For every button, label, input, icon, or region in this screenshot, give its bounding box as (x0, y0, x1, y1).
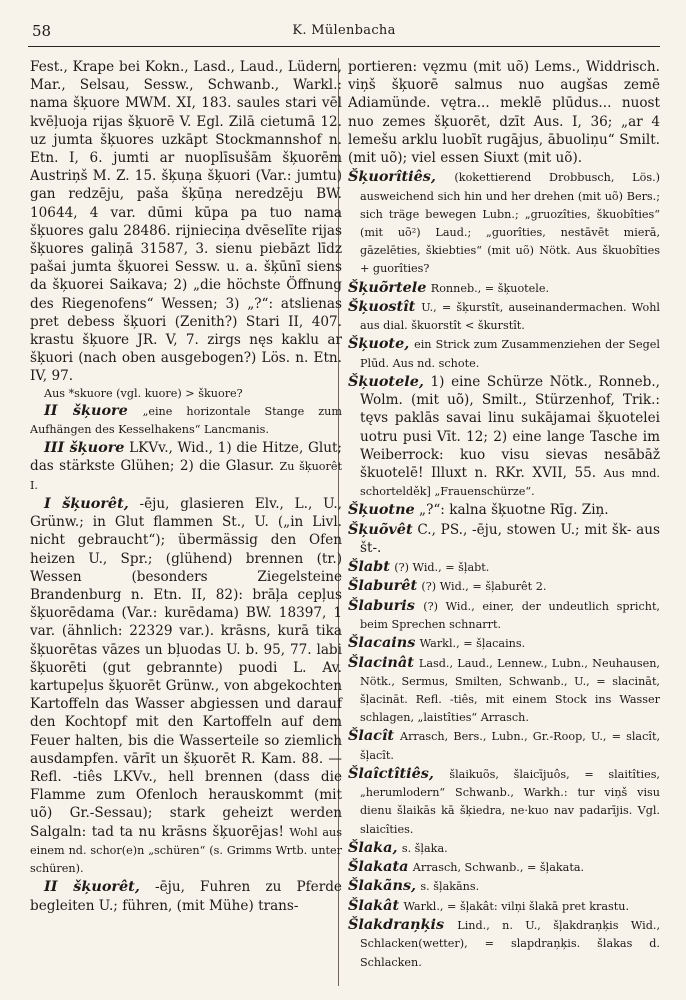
headword: Šķuõvêt (348, 520, 413, 538)
definition: s. šļaka. (401, 841, 448, 855)
running-head: K. Mülenbacha (292, 23, 396, 38)
dictionary-entry (348, 857, 660, 876)
headword: I šķuorêt, (44, 494, 129, 512)
headword: II šķuore (44, 401, 128, 419)
headword: Šlaburis (348, 596, 415, 614)
headword: Šķuotele, (348, 372, 424, 390)
headword: Šlaburêt (348, 577, 418, 595)
headword: Šlaka, (348, 838, 398, 856)
definition: (?) Wid., einer, der undeutlich spricht, beim Sprechen schnarrt. (360, 599, 660, 632)
dictionary-entry (348, 764, 660, 838)
headword: Šķuote, (348, 335, 410, 353)
definition: ein Strick zum Zusammenziehen der Segel Plūd. Aus nd. schote. (360, 338, 660, 370)
definition: C., PS., -ēju, stowen U.; mit šk- aus št-. (360, 521, 660, 556)
definition: LKVv., Wid., 1) die Hitze, Glut; das stärkste Glühen; 2) die Glasur. (30, 440, 343, 475)
headword: Šķuostît (348, 297, 416, 315)
etymology-note: Aus *skuore (vgl. kuore) > škuore? (44, 386, 243, 400)
dictionary-entry (348, 520, 660, 558)
headword: Šlaîctîtiês, (348, 764, 434, 782)
etymology-note: Zu šķuorêt I. (30, 460, 342, 492)
dictionary-entry (348, 167, 660, 277)
headword: Šlabt (348, 558, 390, 576)
headword: III šķuore (44, 439, 125, 457)
definition: „?“: kalna šķuotne Rīg. Ziņ. (419, 502, 609, 519)
definition: s. šļakāns. (420, 880, 480, 894)
definition: Lasd., Laud., Lennew., Lubn., Neuhausen, Nötk., Sermus, Smilten, Schwanb., U., = slacināt, šļacināt. Refl. -tiês, mit einem Stock ins Wasser schlagen, „laistîties“ Arrasch. (360, 656, 660, 725)
definition: Arrasch, Schwanb., = šļakata. (412, 861, 585, 875)
dictionary-entry (30, 494, 342, 877)
headword: Šķuotne (348, 501, 415, 519)
dictionary-entry (348, 915, 660, 971)
dictionary-entry (348, 372, 660, 501)
definition: (kokettierend Drobbusch, Lös.) ausweichend sich hin und her drehen (mit uõ) Bers.; sich träge bewegen Lubn.; „gruozîties, škuobîties“ (mit uõ²) Laud.; „guorîties, nestāvēt mierā, gāzelēties, škiebties“ (mit uõ) Nötk. Aus škuobîties + guorîties? (360, 171, 660, 276)
page-header (28, 18, 660, 47)
headword: Šlacinât (348, 653, 414, 671)
headword: Šlakdraņķis (348, 916, 445, 934)
dictionary-entry (30, 877, 342, 915)
dictionary-entry (348, 500, 660, 519)
dictionary-entry (348, 576, 660, 595)
definition: Ronneb., = šķuotele. (430, 281, 550, 295)
dictionary-entry (348, 278, 660, 297)
dictionary-entry (348, 596, 660, 634)
headword: Šķuorîtiês, (348, 168, 436, 186)
etymology-note: Wohl aus einem nd. schor(e)n „schüren“ (s. Grimms Wrtb. unter schüren). (30, 825, 342, 876)
definition: Warkl., = šļakât: vilņi šlakā pret krastu. (403, 899, 630, 913)
definition: 1) eine Schürze Nötk., Ronneb., Wolm. (mit uõ), Smilt., Stürzenhof, Trik.: tęvs paklās savai linu sukājamai šķuotelei uotru pusi Vīt. 12; 2) eine lange Tasche im Weiberrock: kuo visu sievas nesābāž škuotelē! Illuxt n. RKr. XVII, 55. (360, 373, 660, 481)
headword: Šlacît (348, 727, 395, 745)
definition: „eine horizontale Stange zum Aufhängen des Kesselhakens“ Lancmanis. (30, 404, 342, 436)
dictionary-entry (348, 297, 660, 335)
headword: Šķuõrtele (348, 278, 427, 296)
headword: Šlacains (348, 634, 416, 652)
dictionary-entry (348, 633, 660, 652)
dictionary-entry (348, 726, 660, 764)
dictionary-entry (30, 401, 342, 439)
definition: Warkl., = šļacains. (419, 637, 526, 651)
dictionary-entry (348, 876, 660, 895)
etymology-note: Aus mnd. schortelděk] „Frauenschürze“. (360, 466, 660, 499)
dictionary-entry (30, 438, 342, 494)
headword: II šķuorêt, (44, 878, 140, 896)
entry-text: Fest., Krape bei Kokn., Lasd., Laud., Lüdern, Mar., Selsau, Sessw., Schwanb., Warkl.: nama šķuore MWM. XI, 183. saules stari vēl kvēļuoja rijas šķuorē V. Egl. Zilā cietumā 12. uz jumta šķuores uzkāpt Stockmannshof n. Etn. I, 6. jumti ar nuoplīsušām šķuorēm Austriņš M. Z. 15. šķuņa šķuori (Var.: jumtu) gan redzēju, paša šķūņa neredzēju BW. 10644, 4 var. dūmi kūpa pa tuo nama šķuores galu 28486. rijnieciņa dvēselīte rijas šķuores galiņā 31587, 3. sienu piebāzt līdz pašai jumta šķuorei Sessw. u. a. šķūnī siens da šķuorei Saikava; 2) „die höchste Öffnung des Riegenofens“ Wessen; 3) „?“: atslienas pret debess šķuori (Zenith?) Stari II, 407. krastu šķuore JR. V, 7. zirgs nęs kaklu ar šķuori (nach oben ausgebogen?) Lös. n. Etn. IV, 97. (30, 59, 342, 385)
headword: Šlakât (348, 896, 400, 914)
dictionary-entry (348, 653, 660, 727)
definition: Lind., n. U., šļakdraņķis Wid., Schlacken(wetter), = slapdraņķis. šlakas d. Schlacken. (360, 919, 660, 969)
entry-text: portieren: vęzmu (mit uõ) Lems., Widdrisch. viņš šķuorē salmus nuo augšas zemē Adiamünde. vętra... meklē plūdus... nuost nuo zemes šķuorēt, dzīt Aus. I, 36; „ar 4 lemešu arklu luobīt rugājus, ābuoliņu“ Smilt. (mit uõ); viel essen Siuxt (mit uõ). (348, 59, 660, 167)
dictionary-entry (348, 896, 660, 915)
left-column (30, 58, 346, 986)
headword: Šlakãns, (348, 877, 417, 895)
definition: šlaikuõs, šlaicījuôs, = slaitîties, „herumlodern“ Schwanb., Warkh.: tur viņš visu dienu šlaikās kā šķiedra, ne·kuo nav padarījis. Vgl. slaicîties. (360, 767, 660, 836)
definition: U., = šķurstît, auseinandermachen. Wohl aus dial. škuorstît < škurstît. (360, 300, 660, 333)
headword: Šlakata (348, 858, 409, 876)
dictionary-entry (348, 557, 660, 576)
page-number: 58 (32, 22, 52, 40)
definition: -ēju, glasieren Elv., L., U., Grünw.; in Glut flammen St., U. („in Livl. nicht gebraucht“); übermässig den Ofen heizen U., Spr.; (glühend) brennen (tr.) Wessen (besonders Ziegelsteine Brandenburg n. Etn. II, 82): brāļa cepļus šķuorēdama (Var.: kurēdama) BW. 18397, 1 var. (ähnlich: 22329 var.). krāsns, kurā tika šķuorētas vāzes un bļuodas U. b. 95, 77. labi šķuorēti (gut gebrannte) puodi L. Av. kartupeļus šķuorēt Grünw., von abgekochten Kartoffeln das Wasser abgiessen und darauf den Kochtopf mit den Kartoffeln auf dem Feuer halten, bis die Wasserteile so ziemlich ausdampfen. vārīt un šķuorēt R. Kam. 88. — Refl. -tiês LKVv., hell brennen (dass die Flamme zum Ofenloch herauskommt (mit uõ) Gr.-Sessau); stark geheizt werden Salgaln: tad ta nu krāsns šķuorējas! (30, 495, 342, 840)
dictionary-entry (348, 334, 660, 372)
right-column (348, 58, 660, 986)
dictionary-entry (348, 838, 660, 857)
definition: Arrasch, Bers., Lubn., Gr.-Roop, U., = slacît, šļacît. (360, 730, 660, 762)
definition: (?) Wid., = šļabt. (394, 561, 490, 575)
definition: -ēju, Fuhren zu Pferde begleiten U.; führen, (mit Mühe) trans- (30, 879, 342, 914)
definition: (?) Wid., = šļaburêt 2. (421, 580, 547, 594)
